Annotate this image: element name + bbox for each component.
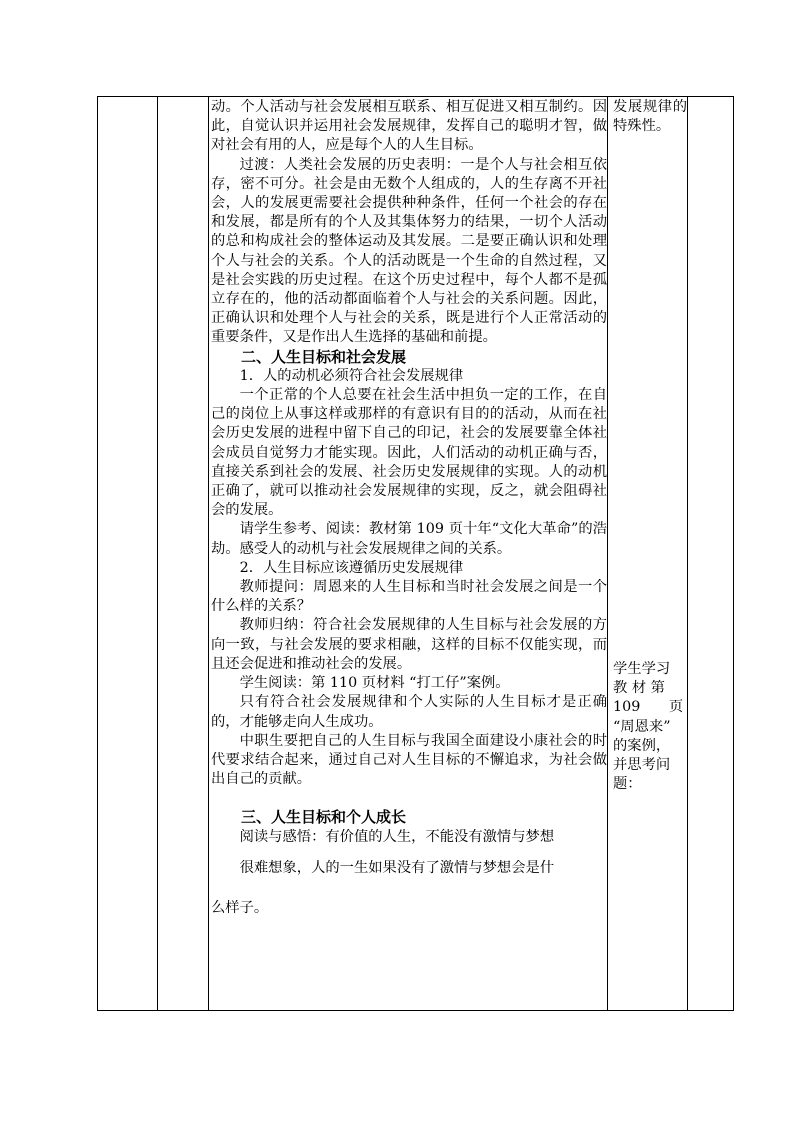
paragraph-9-end: 么样子。 [211,899,269,916]
subheading-1: 1．人的动机必须符合社会发展规律 [239,367,464,384]
subheading-2: 2．人生目标应该遵循历史发展规律 [239,559,464,576]
column-divider [607,97,608,1010]
paragraph-1: 一个正常的个人总要在社会生活中担负一定的工作，在自己的岗位上从事这样或那样的有意识有目的的活动，从而在社会历史发展的进程中留下自己的印记，社会的发展要靠全体社会成员自觉努力才能实现。因此，人们活动的动机正确与否，直接关系到社会的发展、社会历史发展规律的实现。人的动机正确了，就可以推动社会发展规律的实现，反之，就会阻碍社会的发展。 [211,387,607,519]
note-line: 题： [613,776,642,793]
intro-paragraph: 动。个人活动与社会发展相互联系、相互促进又相互制约。因此，自觉认识并运用社会发展规律，发挥自己的聪明才智，做对社会有用的人，应是每个人的人生目标。 [211,99,607,154]
blank-line [211,789,607,808]
teaching-content-cell [211,98,607,918]
note-line: “周恩来” [613,718,671,735]
note-line: 的案例， [613,737,671,754]
note-line: 109 页 [613,699,684,716]
paragraph-6: 只有符合社会发展规律和个人实际的人生目标才是正确的，才能够走向人生成功。 [211,694,607,730]
column-divider [157,97,158,1010]
paragraph-7: 中职生要把自己的人生目标与我国全面建设小康社会的时代要求结合起来，通过自己对人生目标的不懈追求，为社会做出自己的贡献。 [211,732,607,788]
section-heading-2: 二、人生目标和社会发展 [241,347,407,366]
paragraph-3: 教师提问：周恩来的人生目标和当时社会发展之间是一个什么样的关系？ [211,579,607,615]
column-divider [687,97,688,1010]
paragraph-4: 教师归纳：符合社会发展规律的人生目标与社会发展的方向一致，与社会发展的要求相融，这样的目标不仅能实现，而且还会促进和推动社会的发展。 [211,617,607,672]
section-heading-3: 三、人生目标和个人成长 [241,808,407,827]
note-line: 教 材 第 [613,680,665,697]
activity-note-2 [613,660,687,794]
note-line: 并思考问 [613,757,671,774]
paragraph-9: 很难想象，人的一生如果没有了激情与梦想会是什 [239,859,555,876]
activity-note-1 [613,98,687,136]
paragraph-5: 学生阅读：第 110 页材料 “打工仔”案例。 [239,675,510,692]
transition-paragraph: 过渡：人类社会发展的历史表明：一是个人与社会相互依存，密不可分。社会是由无数个人组成的，人的生存离不开社会，人的发展更需要社会提供种种条件，任何一个社会的存在和发展，都是所有的个人及其集体努力的结果，一切个人活动的总和构成社会的整体运动及其发展。二是要正确认识和处理个人与社会的关系。个人的活动既是一个生命的自然过程，又是社会实践的历史过程。在这个历史过程中，每个人都不是孤立存在的，他的活动都面临着个人与社会的关系问题。因此，正确认识和处理个人与社会的关系，既是进行个人正常活动的重要条件，又是作出人生选择的基础和前提。 [211,156,607,346]
note-text: 发展规律的特殊性。 [613,99,687,135]
lesson-table [97,96,734,1011]
note-line: 学生学习 [613,661,671,677]
column-divider [208,97,209,1010]
paragraph-8: 阅读与感悟：有价值的人生，不能没有激情与梦想 [239,828,555,845]
paragraph-2: 请学生参考、阅读：教材第 109 页十年“文化大革命”的浩劫。感受人的动机与社会发展规律之间的关系。 [211,521,607,557]
